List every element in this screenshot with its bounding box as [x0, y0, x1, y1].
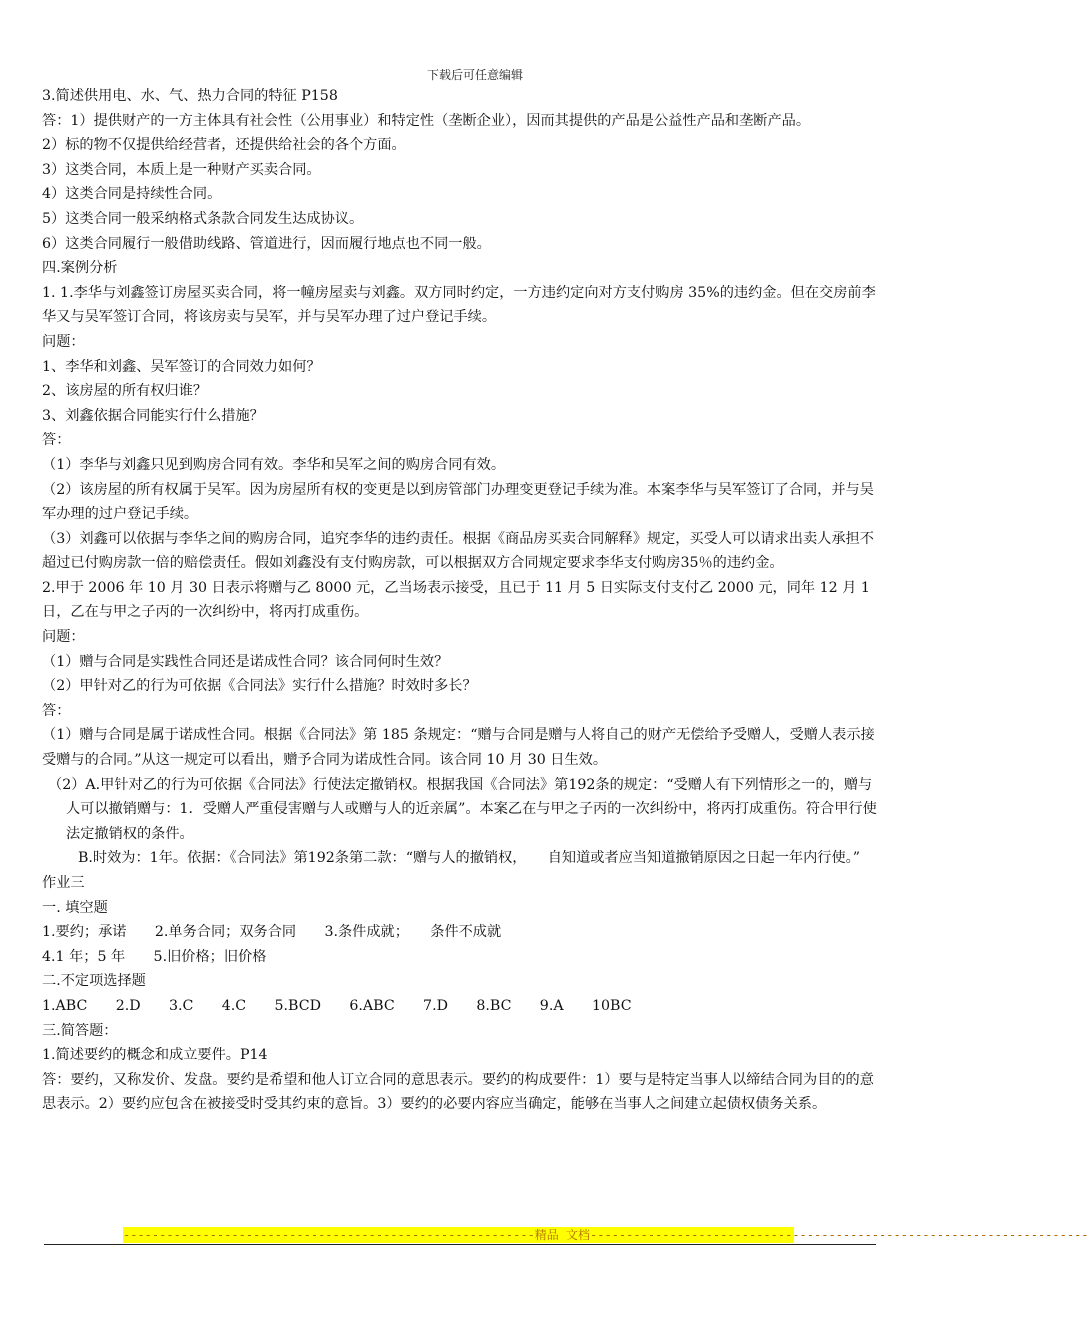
- paragraph: （2）A.甲针对乙的行为可依据《合同法》行使法定撤销权。根据我国《合同法》第192条的规定：“受赠人有下列情形之一的，赠与人可以撤销赠与：1．受赠人严重侵害赠与人或赠与人的近亲属”。本案乙在与甲之子丙的一次纠纷中，将丙打成重伤。符合甲行使法定撤销权的条件。: [48, 776, 877, 842]
- section-heading: 二.不定项选择题: [42, 973, 146, 990]
- section-heading: 一. 填空题: [42, 899, 108, 916]
- paragraph: 2.甲于 2006 年 10 月 30 日表示将赠与乙 8000 元，乙当场表示接受，且已于 11 月 5 日实际支付支付乙 2000 元，同年 12 月 1 日，乙在与甲之子丙的一次纠纷中，将丙打成重伤。: [42, 579, 870, 621]
- paragraph: 1. 1.李华与刘鑫签订房屋买卖合同，将一幢房屋卖与刘鑫。双方同时约定，一方违约定向对方支付购房 35%的违约金。但在交房前李华又与吴军签订合同，将该房卖与吴军，并与吴军办理了过户登记手续。: [42, 284, 876, 326]
- paragraph: 1.ABC 2.D 3.C 4.C 5.BCD 6.ABC 7.D 8.BC 9.A 10BC: [42, 997, 632, 1014]
- paragraph: 答：1）提供财产的一方主体具有社会性（公用事业）和特定性（垄断企业），因而其提供的产品是公益性产品和垄断产品。: [42, 112, 811, 129]
- paragraph: 4.1 年；5 年 5.旧价格；旧价格: [42, 948, 267, 965]
- paragraph: （1）李华与刘鑫只见到购房合同有效。李华和吴军之间的购房合同有效。: [42, 456, 506, 473]
- paragraph: 答：要约，又称发价、发盘。要约是希望和他人订立合同的意思表示。要约的构成要件：1）要与是特定当事人以缔结合同为目的的意思表示。2）要约应包含在被接受时受其约束的意旨。3）要约的必要内容应当确定，能够在当事人之间建立起债权债务关系。: [42, 1071, 874, 1113]
- paragraph: 3）这类合同，本质上是一种财产买卖合同。: [42, 161, 321, 178]
- paragraph: 1、李华和刘鑫、吴军签订的合同效力如何？: [42, 358, 321, 375]
- paragraph: 3、刘鑫依据合同能实行什么措施？: [42, 407, 264, 424]
- paragraph: 2、该房屋的所有权归谁？: [42, 383, 208, 400]
- paragraph: 问题：: [42, 333, 85, 350]
- paragraph: （2）该房屋的所有权属于吴军。因为房屋所有权的变更是以到房管部门办理变更登记手续为准。本案李华与吴军签订了合同，并与吴军办理的过户登记手续。: [42, 481, 874, 523]
- paragraph: （1）赠与合同是属于诺成性合同。根据《合同法》第 185 条规定：“赠与合同是赠与人将自己的财产无偿给予受赠人，受赠人表示接受赠与的合同。”从这一规定可以看出，赠予合同为诺成性合同。该合同 10 月 30 日生效。: [42, 727, 875, 769]
- paragraph: 答：: [42, 432, 71, 449]
- section-heading: 三.简答题：: [42, 1022, 118, 1039]
- paragraph: 2）标的物不仅提供给经营者，还提供给社会的各个方面。: [42, 137, 406, 154]
- document-body: [42, 84, 884, 1117]
- section-heading: 四.案例分析: [42, 260, 118, 277]
- paragraph: 答：: [42, 702, 71, 719]
- paragraph: 3.简述供用电、水、气、热力合同的特征 P158: [42, 88, 338, 104]
- paragraph: 1.要约；承诺 2.单务合同；双务合同 3.条件成就； 条件不成就: [42, 924, 502, 941]
- paragraph: （2）甲针对乙的行为可依据《合同法》实行什么措施？时效时多长？: [42, 678, 477, 695]
- page-header: 下载后可任意编辑: [426, 68, 523, 82]
- paragraph: 4）这类合同是持续性合同。: [42, 186, 222, 203]
- paragraph: 5）这类合同一般采纳格式条款合同发生达成协议。: [42, 210, 364, 227]
- paragraph: （3）刘鑫可以依据与李华之间的购房合同，追究李华的违约责任。根据《商品房买卖合同解释》规定，买受人可以请求出卖人承担不超过已付购房款一倍的赔偿责任。假如刘鑫没有支付购房款，可以根据双方合同规定要求李华支付购房35％的违约金。: [42, 530, 874, 572]
- paragraph: 问题：: [42, 629, 85, 646]
- section-heading: 作业三: [42, 875, 85, 891]
- paragraph: B.时效为：1年。依据：《合同法》第192条第二款：“赠与人的撤销权， 自知道或者应当知道撤销原因之日起一年内行使。”: [78, 850, 861, 867]
- footer-banner: ---------------------------------------------------------精品 文档---------------------------------------------------------------------: [123, 1228, 1089, 1242]
- paragraph: 6）这类合同履行一般借助线路、管道进行，因而履行地点也不同一般。: [42, 235, 491, 252]
- footer-divider: [44, 1244, 876, 1245]
- paragraph: （1）赠与合同是实践性合同还是诺成性合同？该合同何时生效？: [42, 653, 449, 670]
- paragraph: 1.简述要约的概念和成立要件。P14: [42, 1047, 268, 1064]
